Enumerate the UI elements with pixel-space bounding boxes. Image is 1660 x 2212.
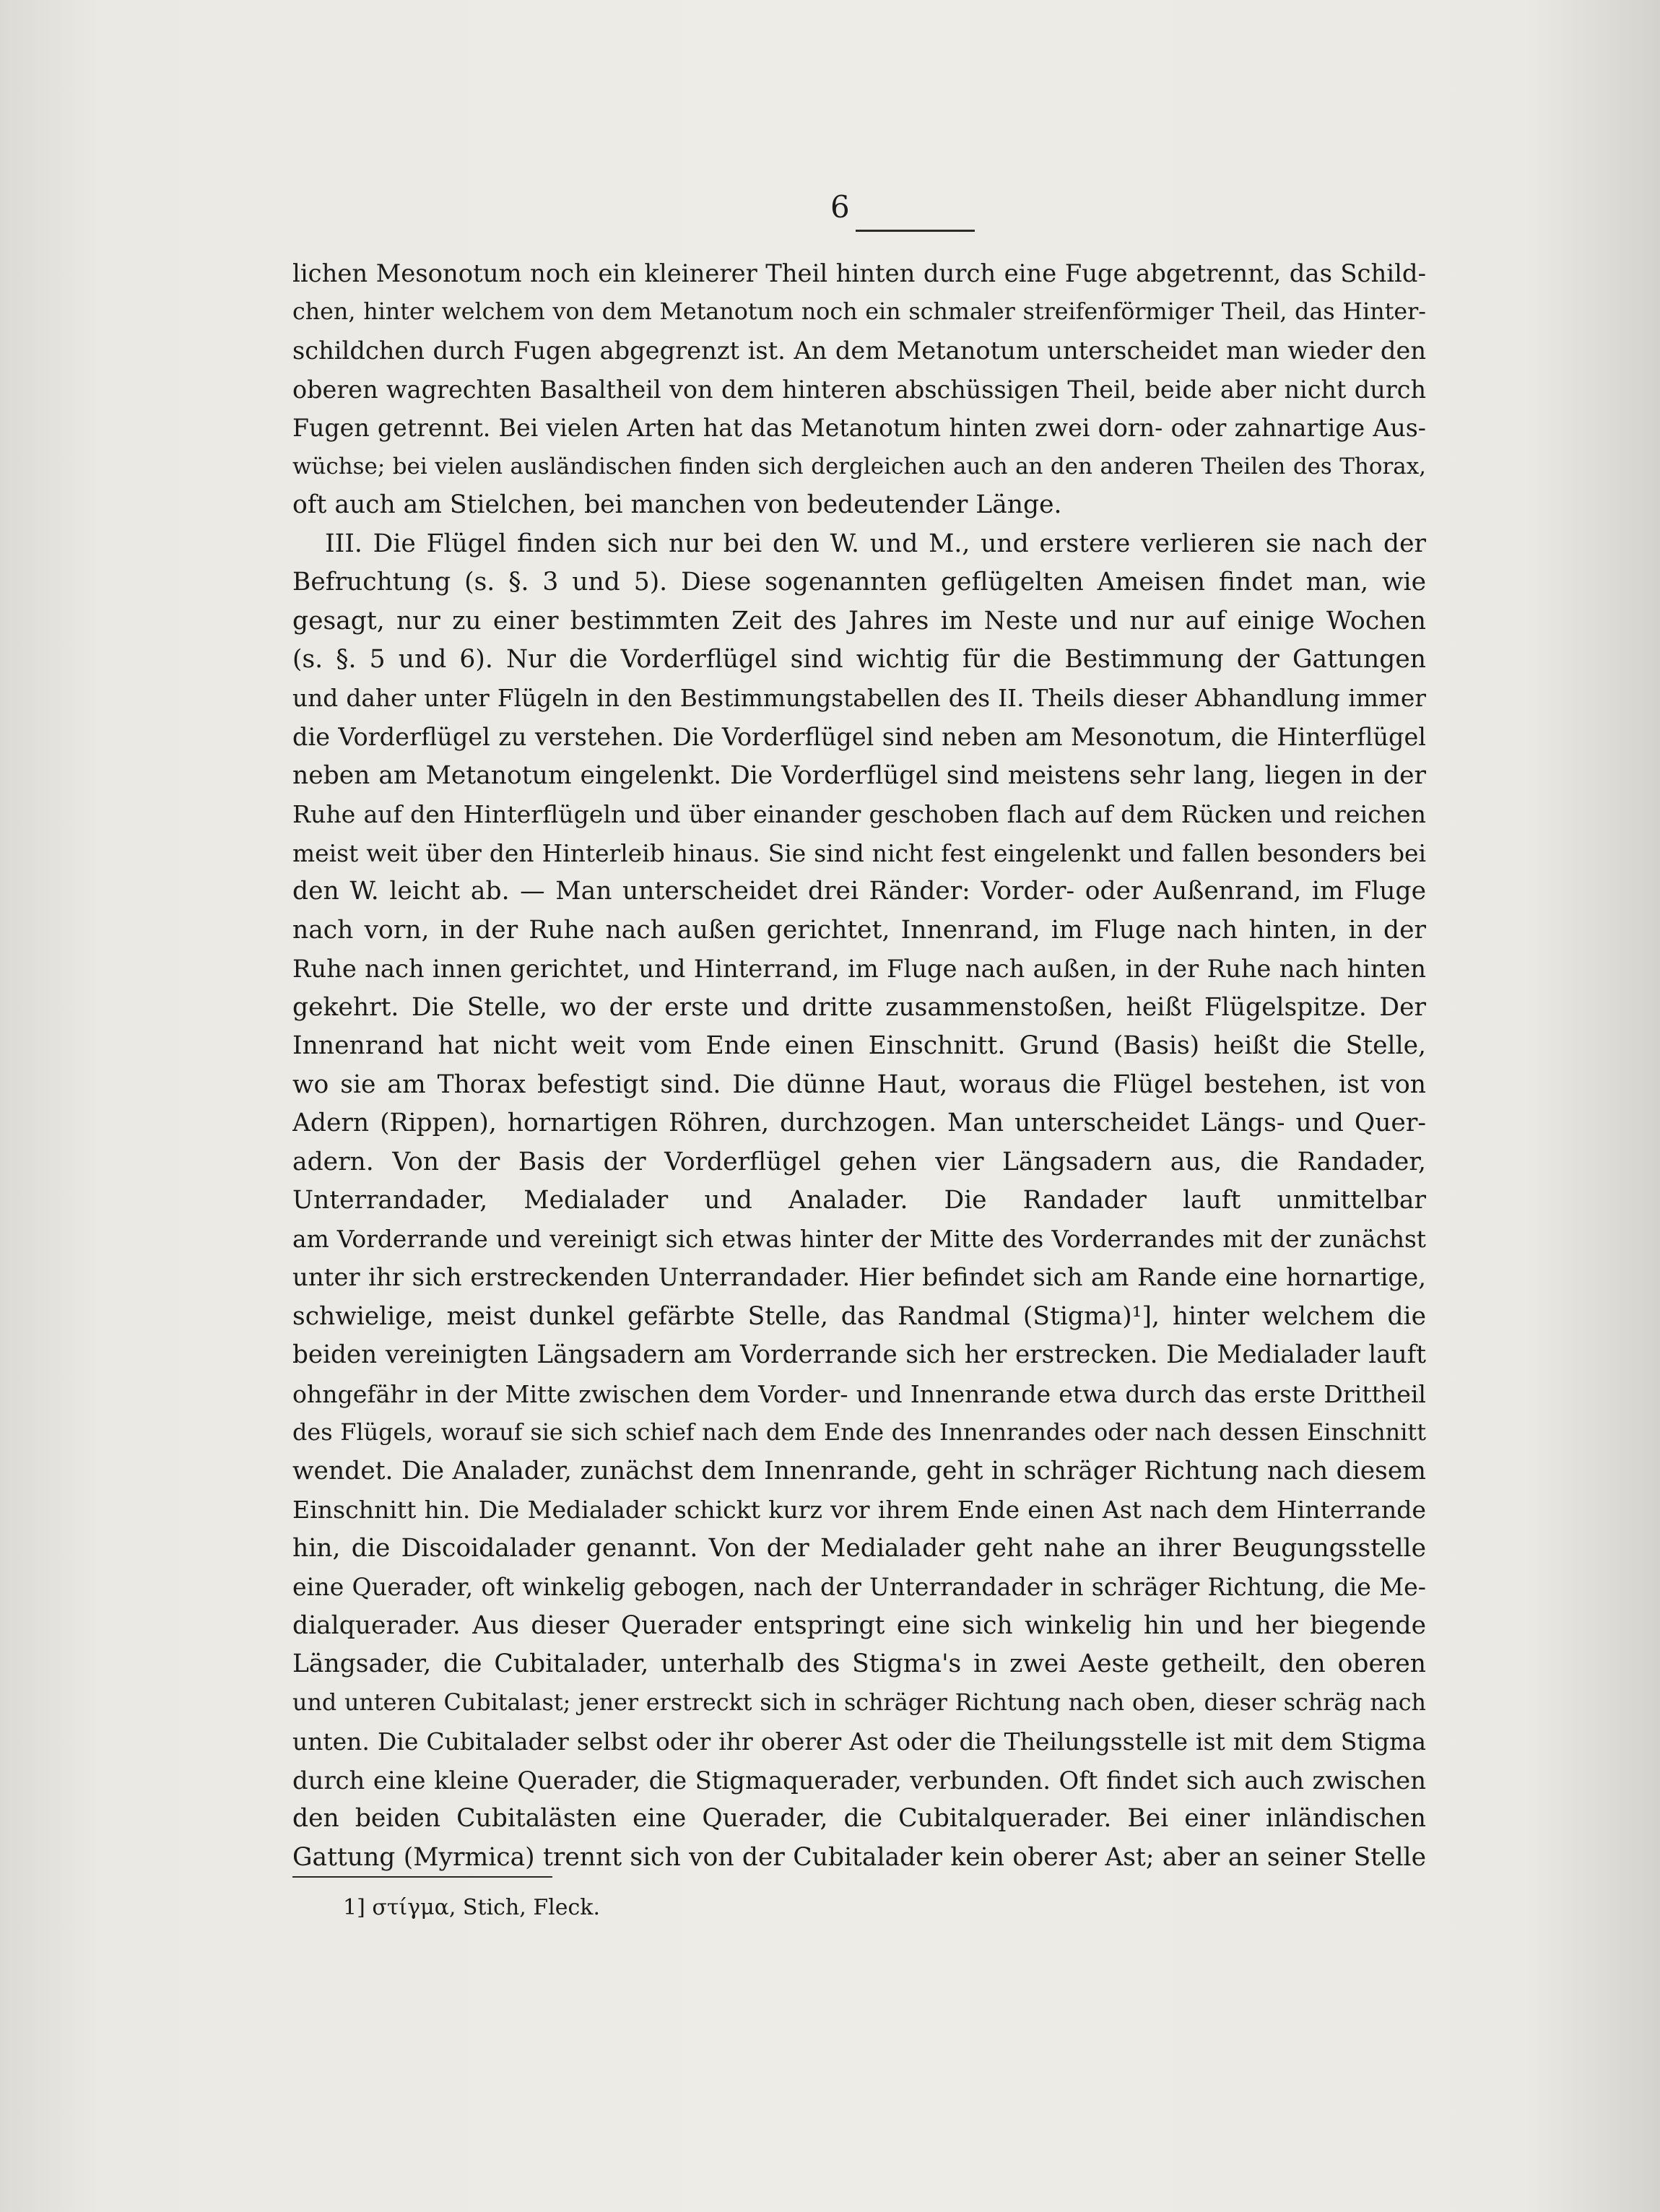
text-line: des Flügels, worauf sie sich schief nach dem Ende des Innenrandes oder nach dessen Einschnitt — [292, 1418, 1426, 1446]
text-line: die Vorderflügel zu verstehen. Die Vorderflügel sind neben am Mesonotum, die Hinterflügel — [292, 723, 1426, 751]
text-line: Unterrandader, Medialader und Analader. Die Randader lauft unmittelbar — [292, 1186, 1426, 1215]
text-line: und daher unter Flügeln in den Bestimmungstabellen des II. Theils dieser Abhandlung immer — [292, 684, 1426, 712]
text-line: Ruhe auf den Hinterflügeln und über einander geschoben flach auf dem Rücken und reichen — [292, 800, 1426, 828]
text-line: beiden vereinigten Längsadern am Vorderrande sich her erstrecken. Die Medialader lauft — [292, 1340, 1426, 1369]
text-line: meist weit über den Hinterleib hinaus. Sie sind nicht fest eingelenkt und fallen besonders bei — [292, 838, 1426, 867]
text-line: unten. Die Cubitalader selbst oder ihr oberer Ast oder die Theilungsstelle ist mit dem Stigma — [292, 1727, 1426, 1756]
text-line: nach vorn, in der Ruhe nach außen gerichtet, Innenrand, im Fluge nach hinten, in der — [292, 915, 1426, 945]
text-line: und unteren Cubitalast; jener erstreckt sich in schräger Richtung nach oben, dieser schräg nach — [292, 1689, 1426, 1716]
header-rule — [856, 230, 975, 232]
text-line: Gattung (Myrmica) trennt sich von der Cubitalader kein oberer Ast; aber an seiner Stelle — [292, 1842, 1426, 1872]
text-line: Einschnitt hin. Die Medialader schickt kurz vor ihrem Ende einen Ast nach dem Hinterrande — [292, 1496, 1426, 1524]
text-line: wendet. Die Analader, zunächst dem Innenrande, geht in schräger Richtung nach diesem — [292, 1456, 1426, 1485]
text-line: eine Querader, oft winkelig gebogen, nach der Unterrandader in schräger Richtung, die Me- — [292, 1573, 1426, 1601]
text-line: unter ihr sich erstreckenden Unterrandader. Hier befindet sich am Rande eine hornartige, — [292, 1264, 1426, 1292]
text-line: Ruhe nach innen gerichtet, und Hinterrand, im Fluge nach außen, in der Ruhe nach hinten — [292, 955, 1426, 983]
text-line: oberen wagrechten Basaltheil von dem hinteren abschüssigen Theil, beide aber nicht durch — [292, 375, 1426, 404]
page-number: 6 — [830, 189, 850, 225]
text-line: Fugen getrennt. Bei vielen Arten hat das Metanotum hinten zwei dorn- oder zahnartige Aus- — [292, 414, 1426, 442]
text-line: ohngefähr in der Mitte zwischen dem Vorder- und Innenrande etwa durch das erste Drittheil — [292, 1379, 1426, 1408]
text-line: hin, die Discoidalader genannt. Von der Medialader geht nahe an ihrer Beugungsstelle — [292, 1533, 1426, 1563]
text-line: schwielige, meist dunkel gefärbte Stelle, das Randmal (Stigma)¹], hinter welchem die — [292, 1301, 1426, 1331]
text-line: chen, hinter welchem von dem Metanotum noch ein schmaler streifenförmiger Theil, das Hinter- — [292, 298, 1426, 325]
text-line: lichen Mesonotum noch ein kleinerer Theil hinten durch eine Fuge abgetrennt, das Schild- — [292, 259, 1426, 287]
text-line: durch eine kleine Querader, die Stigmaquerader, verbunden. Oft findet sich auch zwischen — [292, 1766, 1426, 1795]
text-line: (s. §. 5 und 6). Nur die Vorderflügel sind wichtig für die Bestimmung der Gattungen — [292, 645, 1426, 674]
body-text — [292, 254, 1426, 1877]
footnote-rule — [292, 1876, 552, 1878]
text-line: gesagt, nur zu einer bestimmten Zeit des Jahres im Neste und nur auf einige Wochen — [292, 606, 1426, 636]
text-line: am Vorderrande und vereinigt sich etwas hinter der Mitte des Vorderrandes mit der zunächst — [292, 1225, 1426, 1253]
footnote: 1] στίγμα, Stich, Fleck. — [343, 1895, 601, 1920]
text-line: oft auch am Stielchen, bei manchen von bedeutender Länge. — [292, 490, 1062, 519]
text-line: neben am Metanotum eingelenkt. Die Vorderflügel sind meistens sehr lang, liegen in der — [292, 760, 1426, 790]
text-line: den beiden Cubitalästen eine Querader, die Cubitalquerader. Bei einer inländischen — [292, 1804, 1426, 1833]
text-line: wüchse; bei vielen ausländischen finden sich dergleichen auch an den anderen Theilen des Thorax, — [292, 453, 1426, 480]
text-line: III. Die Flügel finden sich nur bei den W. und M., und erstere verlieren sie nach der — [325, 529, 1426, 558]
text-line: Längsader, die Cubitalader, unterhalb des Stigma's in zwei Aeste getheilt, den oberen — [292, 1649, 1426, 1678]
text-line: schildchen durch Fugen abgegrenzt ist. An dem Metanotum unterscheidet man wieder den — [292, 337, 1426, 365]
text-line: dialquerader. Aus dieser Querader entspringt eine sich winkelig hin und her biegende — [292, 1610, 1426, 1640]
text-line: Innenrand hat nicht weit vom Ende einen Einschnitt. Grund (Basis) heißt die Stelle, — [292, 1031, 1426, 1060]
text-line: gekehrt. Die Stelle, wo der erste und dritte zusammenstoßen, heißt Flügelspitze. Der — [292, 992, 1426, 1022]
text-line: adern. Von der Basis der Vorderflügel gehen vier Längsadern aus, die Randader, — [292, 1147, 1426, 1176]
text-line: wo sie am Thorax befestigt sind. Die dünne Haut, woraus die Flügel bestehen, ist von — [292, 1070, 1426, 1099]
text-line: Adern (Rippen), hornartigen Röhren, durchzogen. Man unterscheidet Längs- und Quer- — [292, 1109, 1426, 1137]
text-line: Befruchtung (s. §. 3 und 5). Diese sogenannten geflügelten Ameisen findet man, wie — [292, 568, 1426, 597]
text-line: den W. leicht ab. — Man unterscheidet drei Ränder: Vorder- oder Außenrand, im Fluge — [292, 877, 1426, 906]
